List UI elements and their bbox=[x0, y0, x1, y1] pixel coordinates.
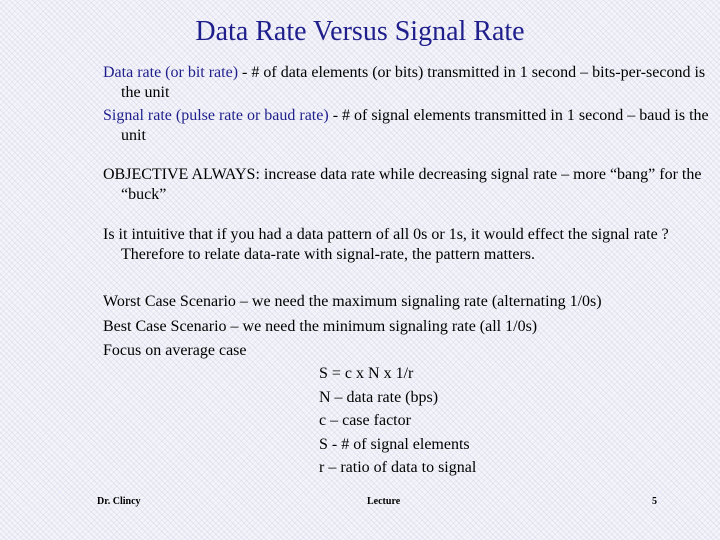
formula-r-definition: r – ratio of data to signal bbox=[319, 459, 477, 477]
signal-rate-term: Signal rate (pulse rate or baud rate) bbox=[103, 107, 329, 124]
footer-page-number: 5 bbox=[652, 496, 657, 507]
case-list bbox=[103, 290, 720, 364]
objective-text: OBJECTIVE ALWAYS: increase data rate while decreasing signal rate – more “bang” for the “buck” bbox=[103, 166, 702, 203]
formula-block bbox=[319, 362, 476, 480]
best-case-item: Best Case Scenario – we need the minimum signaling rate (all 1/0s) bbox=[103, 317, 538, 335]
signal-rate-description: - # of signal elements transmitted in 1 second – baud is the unit bbox=[121, 107, 709, 144]
data-rate-term: Data rate (or bit rate) bbox=[103, 64, 239, 81]
formula-n-definition: N – data rate (bps) bbox=[319, 388, 439, 406]
intuition-text: Is it intuitive that if you had a data pattern of all 0s or 1s, it would effect the signal rate ? Therefore to relate data-rate with signal-rate, the pattern matters. bbox=[103, 226, 669, 263]
formula-c-definition: c – case factor bbox=[319, 412, 411, 430]
footer-label: Lecture bbox=[367, 496, 401, 507]
signal-rate-definition bbox=[103, 106, 720, 146]
data-rate-description: - # of data elements (or bits) transmitted in 1 second – bits-per-second is the unit bbox=[121, 64, 706, 101]
slide-title: Data Rate Versus Signal Rate bbox=[195, 16, 525, 47]
average-case-item: Focus on average case bbox=[103, 342, 247, 359]
footer-author: Dr. Clincy bbox=[97, 496, 141, 507]
formula-equation: S = c x N x 1/r bbox=[319, 365, 414, 382]
formula-s-definition: S - # of signal elements bbox=[319, 435, 470, 453]
data-rate-definition bbox=[103, 63, 720, 103]
worst-case-item: Worst Case Scenario – we need the maximum signaling rate (alternating 1/0s) bbox=[103, 293, 602, 310]
